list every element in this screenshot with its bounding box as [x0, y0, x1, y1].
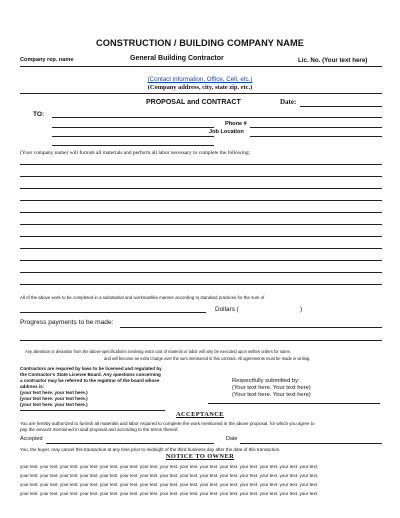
contractor-type: General Building Contractor	[130, 55, 224, 62]
work-intro: (Your company name) will furnish all materials and perform all labor necessary to complete the following:	[20, 150, 251, 156]
accepted-label: Accepted	[20, 436, 43, 442]
submitted-line-1: (Your text here. Your text here)	[232, 385, 311, 391]
to-field-3[interactable]	[52, 136, 214, 137]
notice-heading: NOTICE TO OWNER	[165, 453, 235, 460]
notice-line: your text. your text. your text. your text. your text. your text. your text. your text. your text. your text. your text. your text. your text. your text. your text.	[20, 491, 319, 496]
submitted-line-2: (Your text here. Your text here)	[232, 392, 311, 398]
license-notice	[20, 366, 162, 408]
license-line: address is:	[20, 384, 45, 389]
address-rule	[20, 93, 382, 94]
notice-body	[20, 462, 318, 498]
date-field[interactable]	[300, 106, 382, 107]
license-number: Lic. No. (Your text here)	[298, 57, 368, 64]
notice-line: your text. your text. your text. your text. your text. your text. your text. your text. your text. your text. your text. your text. your text. your text. your text.	[20, 473, 319, 478]
notice-line: your text. your text. your text. your text. your text. your text. your text. your text. your text. your text. your text. your text. your text. your text. your text.	[20, 464, 319, 469]
cancel-notice: You, the buyer, may cancel this transaction at any time prior to midnight of the third business day after the date of this transaction.	[20, 447, 281, 452]
work-line[interactable]	[20, 188, 382, 189]
company-address: (Company address, city, state zip, etc.)	[147, 84, 253, 91]
acceptance-date-label: Date	[226, 436, 238, 442]
work-line[interactable]	[20, 260, 382, 261]
license-line: (your text here. your text here.)	[20, 390, 88, 395]
acceptance-date-field[interactable]	[240, 443, 382, 444]
to-label: TO:	[33, 111, 45, 118]
date-label: Date:	[280, 98, 297, 106]
work-line[interactable]	[20, 272, 382, 273]
license-line: the Contractor's State License Board. Any questions concerning	[20, 372, 161, 377]
license-line: (your text here. your text here.)	[20, 396, 88, 401]
submitted-signature-line[interactable]	[208, 403, 380, 404]
progress-payments-label: Progress payments to be made:	[20, 319, 114, 326]
work-line[interactable]	[20, 284, 382, 285]
company-title: CONSTRUCTION / BUILDING COMPANY NAME	[96, 38, 304, 48]
acceptance-heading: ACCEPTANCE	[176, 411, 224, 418]
phone-label: Phone #	[225, 121, 247, 127]
accepted-field[interactable]	[46, 443, 214, 444]
job-location-field[interactable]	[250, 136, 382, 137]
phone-field[interactable]	[250, 127, 382, 128]
to-field-4[interactable]	[52, 145, 214, 146]
work-line[interactable]	[20, 176, 382, 177]
license-line: Contractors are required by laws to be licensed and regulated by	[20, 366, 162, 371]
license-line: (your text here. your text here.)	[20, 402, 88, 407]
to-field-2[interactable]	[52, 127, 214, 128]
work-line[interactable]	[20, 212, 382, 213]
job-location-label: Job Location	[209, 129, 244, 135]
progress-line[interactable]	[20, 340, 382, 341]
submitted-by-label: Respectfully submitted by:	[232, 378, 300, 384]
alteration-text-2: and will become an extra charge over the sum mentioned in this contract. All agreements must be made in writing.	[104, 356, 311, 361]
alteration-text-1: Any alteration or deviation from the above specifications involving extra cost of material or labor will only be executed upon written orders for same,	[25, 349, 291, 354]
dollars-label: Dollars (	[215, 306, 239, 313]
header-rule	[20, 66, 382, 67]
to-field-1[interactable]	[52, 117, 382, 118]
work-line[interactable]	[20, 248, 382, 249]
work-line[interactable]	[20, 164, 382, 165]
payment-statement: All of the above work to be completed in a substantial and workmanlike manner according to standard practices for the sum of	[20, 295, 265, 300]
work-line[interactable]	[20, 200, 382, 201]
work-line[interactable]	[20, 236, 382, 237]
sum-field[interactable]	[20, 312, 206, 313]
proposal-heading: PROPOSAL and CONTRACT	[146, 99, 241, 106]
acceptance-text-1: You are hereby authorized to furnish all materials and labor required to complete the work mentioned in the above proposal, for which you agree to	[20, 421, 315, 426]
company-rep: Company rep. name	[20, 57, 74, 63]
acceptance-text-2: pay the amount mentioned in said proposal and according to the terms thereof.	[20, 427, 179, 432]
work-line[interactable]	[20, 224, 382, 225]
dollars-close: )	[300, 306, 303, 313]
notice-line: your text. your text. your text. your text. your text. your text. your text. your text. your text. your text. your text. your text. your text. your text. your text.	[20, 482, 319, 487]
contact-info: (Contact information, Office, Cell, etc.)	[147, 76, 253, 83]
license-line: a contractor may be referred to the registrar of the board whose	[20, 378, 160, 383]
progress-payments-field[interactable]	[120, 327, 382, 328]
